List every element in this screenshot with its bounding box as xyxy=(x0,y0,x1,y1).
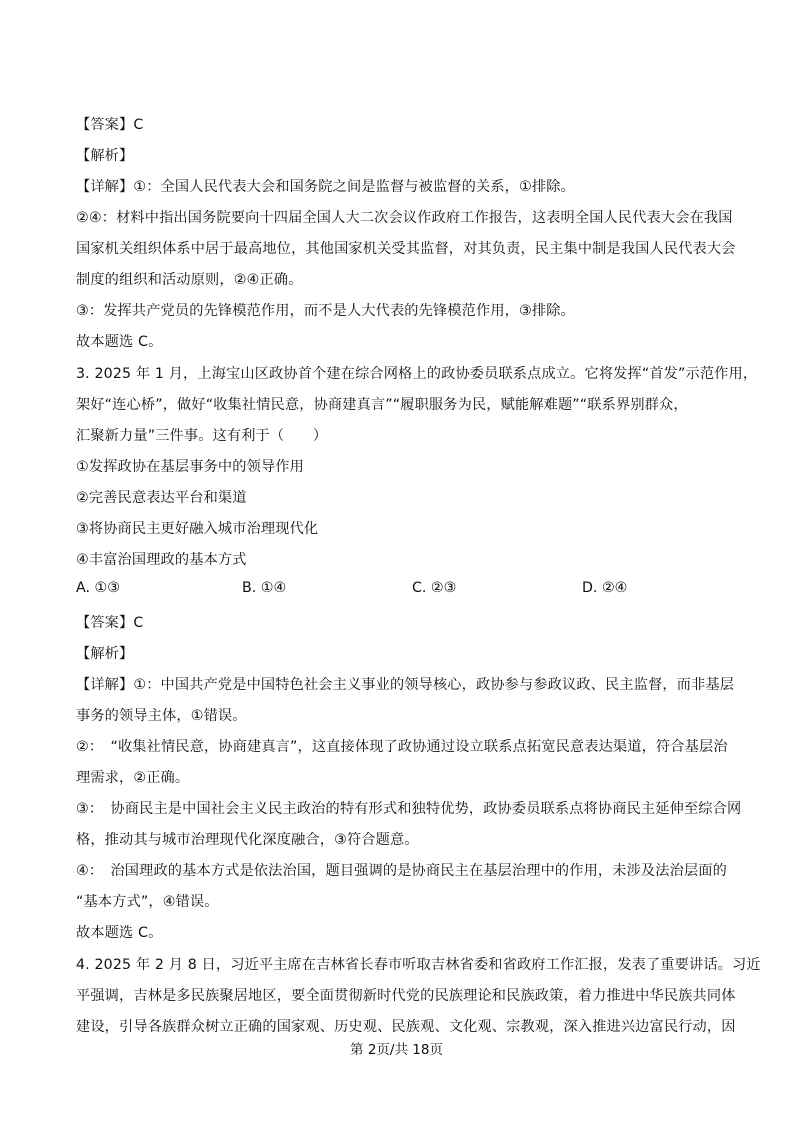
q2-end: 故本题选 C。 xyxy=(76,334,163,350)
q3-opt-a: A. ①③ xyxy=(76,580,120,596)
q3-p8: “基本方式”，④错误。 xyxy=(76,894,219,910)
q3-p4: 理需求，②正确。 xyxy=(76,770,190,786)
q3-opt-b: B. ①④ xyxy=(242,580,287,596)
answer-q3: 【答案】C xyxy=(76,615,144,631)
q2-p4: 制度的组织和活动原则，②④正确。 xyxy=(76,272,303,288)
q3-s3: 汇聚新力量”三件事。这有利于（ ） xyxy=(76,428,328,444)
q3-options xyxy=(76,578,716,598)
q3-p7: ④： 治国理政的基本方式是依法治国，题目强调的是协商民主在基层治理中的作用，未涉及法治层面的 xyxy=(76,863,727,879)
q2-p2: ②④：材料中指出国务院要向十四届全国人大二次会议作政府工作报告，这表明全国人民代表大会在我国 xyxy=(76,210,733,226)
q2-p1: 【详解】①：全国人民代表大会和国务院之间是监督与被监督的关系，①排除。 xyxy=(76,179,575,195)
q3-opt-c: C. ②③ xyxy=(412,580,457,596)
q4-s2: 平强调，吉林是多民族聚居地区，要全面贯彻新时代党的民族理论和民族政策，着力推进中华民族共同体 xyxy=(76,988,736,1004)
answer-q2: 【答案】C xyxy=(76,117,144,133)
jiexi-q2: 【解析】 xyxy=(76,148,134,164)
q3-c4: ④丰富治国理政的基本方式 xyxy=(76,552,247,568)
q2-p3: 国家机关组织体系中居于最高地位，其他国家机关受其监督，对其负责，民主集中制是我国人民代表大会 xyxy=(76,241,736,257)
q4-s1: 4. 2025 年 2 月 8 日，习近平主席在吉林省长春市听取吉林省委和省政府工作汇报，发表了重要讲话。习近 xyxy=(76,957,761,973)
page-footer: 第 2页/共 18页 xyxy=(350,1042,443,1058)
q3-p1: 【详解】①：中国共产党是中国特色社会主义事业的领导核心，政协参与参政议政、民主监督，而非基层 xyxy=(76,677,735,693)
q3-c3: ③将协商民主更好融入城市治理现代化 xyxy=(76,521,319,537)
q2-p5: ③：发挥共产党员的先锋模范作用，而不是人大代表的先锋模范作用，③排除。 xyxy=(76,303,575,319)
q3-opt-d: D. ②④ xyxy=(582,580,628,596)
q3-c1: ①发挥政协在基层事务中的领导作用 xyxy=(76,459,304,475)
q3-c2: ②完善民意表达平台和渠道 xyxy=(76,490,247,506)
q4-s3: 建设，引导各族群众树立正确的国家观、历史观、民族观、文化观、宗教观，深入推进兴边富民行动，因 xyxy=(76,1019,736,1035)
q3-end: 故本题选 C。 xyxy=(76,925,163,941)
jiexi-q3: 【解析】 xyxy=(76,646,134,662)
q3-p6: 格，推动其与城市治理现代化深度融合，③符合题意。 xyxy=(76,832,419,848)
q3-s1: 3. 2025 年 1 月，上海宝山区政协首个建在综合网格上的政协委员联系点成立。它将发挥“首发”示范作用， xyxy=(76,366,758,382)
q3-p5: ③： 协商民主是中国社会主义民主政治的特有形式和独特优势，政协委员联系点将协商民主延伸至综合网 xyxy=(76,801,742,817)
q3-p2: 事务的领导主体，①错误。 xyxy=(76,708,247,724)
q3-p3: ②： “收集社情民意，协商建真言”，这直接体现了政协通过设立联系点拓宽民意表达渠道，符合基层治 xyxy=(76,739,728,755)
q3-s2: 架好“连心桥”，做好“收集社情民意，协商建真言”“履职服务为民，赋能解难题”“联系界别群众， xyxy=(76,397,688,413)
